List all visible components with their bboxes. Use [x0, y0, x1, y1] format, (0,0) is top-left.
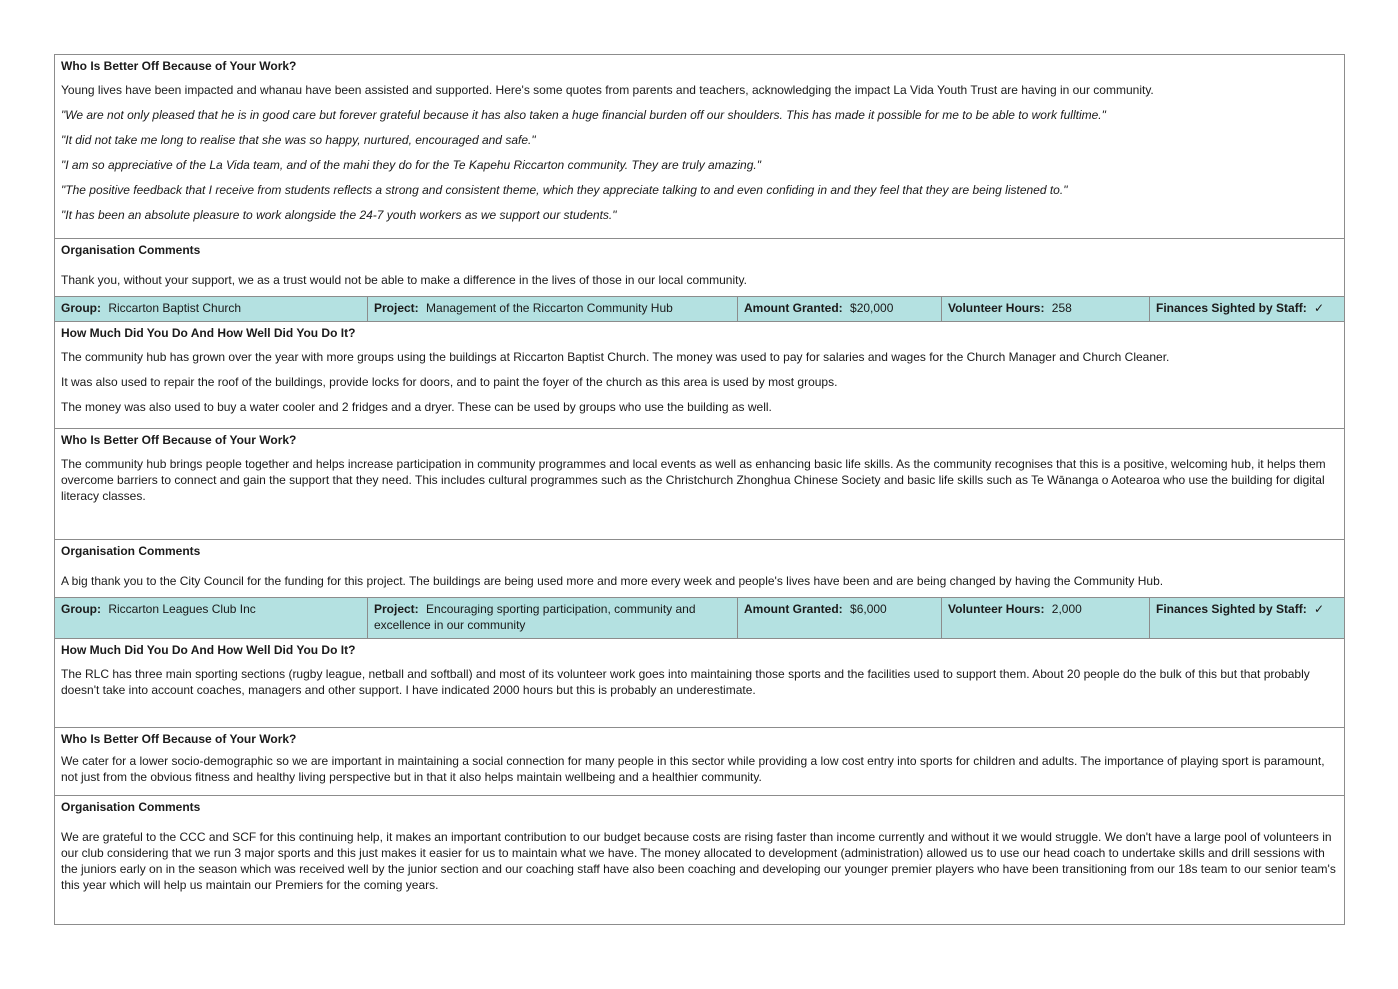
amount-cell — [738, 297, 942, 321]
finances-cell — [1150, 598, 1344, 638]
hours-label: Volunteer Hours: — [948, 602, 1045, 616]
section-heading: Who Is Better Off Because of Your Work? — [61, 433, 297, 447]
section-heading: Who Is Better Off Because of Your Work? — [61, 732, 297, 746]
grant-info-row — [55, 297, 1344, 322]
project-cell — [368, 297, 738, 321]
project-label: Project: — [374, 301, 419, 315]
paragraph: The community hub has grown over the year with more groups using the buildings at Riccarton Baptist Church. The money was used to pay for salaries and wages for the Church Manager and Church Cleaner. — [61, 350, 1170, 364]
section-heading: Organisation Comments — [61, 243, 201, 257]
paragraph: Young lives have been impacted and whanau have been assisted and supported. Here's some quotes from parents and teachers, acknowledging the impact La Vida Youth Trust are having in our community. — [61, 83, 1154, 97]
project-value: Encouraging sporting participation, community and excellence in our community — [374, 602, 696, 632]
org-comments-section — [55, 540, 1344, 598]
org-comments-section — [55, 796, 1344, 924]
better-off-section — [55, 55, 1344, 239]
paragraph: The money was also used to buy a water cooler and 2 fridges and a dryer. These can be used by groups who use the building as well. — [61, 400, 772, 414]
finances-label: Finances Sighted by Staff: — [1156, 602, 1307, 616]
paragraph: It was also used to repair the roof of the buildings, provide locks for doors, and to paint the foyer of the church as this area is used by most groups. — [61, 375, 838, 389]
paragraph: Thank you, without your support, we as a trust would not be able to make a difference in the lives of those in our local community. — [61, 273, 747, 287]
quote: "It has been an absolute pleasure to work alongside the 24-7 youth workers as we support our students." — [61, 208, 617, 222]
hours-cell — [942, 297, 1150, 321]
group-cell — [55, 297, 368, 321]
hours-cell — [942, 598, 1150, 638]
paragraph: The RLC has three main sporting sections (rugby league, netball and softball) and most of its volunteer work goes into maintaining those sports and the facilities used to support them. About 20 people do the bulk of this but that probably doesn't take into account coaches, managers and other support. I have indicated 2000 hours but this is probably an underestimate. — [61, 667, 1310, 697]
hours-label: Volunteer Hours: — [948, 301, 1045, 315]
project-label: Project: — [374, 602, 419, 616]
quote: "I am so appreciative of the La Vida team, and of the mahi they do for the Te Kapehu Riccarton community. They are truly amazing." — [61, 158, 762, 172]
quote: "We are not only pleased that he is in good care but forever grateful because it has also taken a huge financial burden off our shoulders. This has made it possible for me to be able to work fulltime." — [61, 108, 1106, 122]
grant-info-row — [55, 598, 1344, 639]
quote: "It did not take me long to realise that she was so happy, nurtured, encouraged and safe." — [61, 133, 536, 147]
finances-cell — [1150, 297, 1344, 321]
hours-value: 258 — [1051, 301, 1072, 315]
amount-value: $20,000 — [850, 301, 894, 315]
amount-label: Amount Granted: — [744, 301, 843, 315]
finances-label: Finances Sighted by Staff: — [1156, 301, 1307, 315]
report-table — [54, 54, 1345, 925]
paragraph: We are grateful to the CCC and SCF for this continuing help, it makes an important contribution to our budget because costs are rising faster than income currently and without it we would struggle. We don't have a large pool of volunteers in our club considering that we run 3 major sports and this just makes it easier for us to maintain what we have. The money allocated to development (administration) allowed us to use our head coach to undertake skills and drill sessions with the juniors early on in the season which was received well by the junior section and our coaching staff have also been coaching and developing our younger premier players who have been transitioning from our 18s team to our senior team's this year which will help us maintain our Premiers for the coming years. — [61, 830, 1336, 892]
paragraph: The community hub brings people together and helps increase participation in community programmes and local events as well as enhancing basic life skills. As the community recognises that this is a positive, welcoming hub, it helps them overcome barriers to connect and gain the support that they need. This includes cultural programmes such as the Christchurch Zhonghua Chinese Society and basic life skills such as Te Wānanga o Aotearoa who use the building for digital literacy classes. — [61, 457, 1326, 503]
project-value: Management of the Riccarton Community Hub — [426, 301, 673, 315]
section-heading: Organisation Comments — [61, 544, 201, 558]
amount-value: $6,000 — [850, 602, 887, 616]
group-value: Riccarton Leagues Club Inc — [108, 602, 256, 616]
group-label: Group: — [61, 301, 101, 315]
hours-value: 2,000 — [1051, 602, 1082, 616]
section-heading: How Much Did You Do And How Well Did You Do It? — [61, 643, 356, 657]
group-value: Riccarton Baptist Church — [108, 301, 242, 315]
section-heading: Organisation Comments — [61, 800, 201, 814]
paragraph: We cater for a lower socio-demographic so we are important in maintaining a social connection for many people in this sector while providing a low cost entry into sports for children and adults. The importance of playing sport is paramount, not just from the obvious fitness and healthy living perspective but in that it also helps maintain wellbeing and a healthier community. — [61, 754, 1325, 784]
section-heading: Who Is Better Off Because of Your Work? — [61, 59, 297, 73]
check-icon: ✓ — [1314, 301, 1325, 315]
check-icon: ✓ — [1314, 602, 1325, 616]
amount-cell — [738, 598, 942, 638]
org-comments-section — [55, 239, 1344, 297]
section-heading: How Much Did You Do And How Well Did You Do It? — [61, 326, 356, 340]
paragraph: A big thank you to the City Council for the funding for this project. The buildings are being used more and more every week and people's lives have been and are being changed by having the Community Hub. — [61, 574, 1164, 588]
how-much-section — [55, 322, 1344, 429]
group-label: Group: — [61, 602, 101, 616]
group-cell — [55, 598, 368, 638]
better-off-section — [55, 429, 1344, 540]
project-cell — [368, 598, 738, 638]
better-off-section — [55, 728, 1344, 796]
amount-label: Amount Granted: — [744, 602, 843, 616]
how-much-section — [55, 639, 1344, 728]
quote: "The positive feedback that I receive from students reflects a strong and consistent theme, which they appreciate talking to and even confiding in and they feel that they are being listened to." — [61, 183, 1068, 197]
